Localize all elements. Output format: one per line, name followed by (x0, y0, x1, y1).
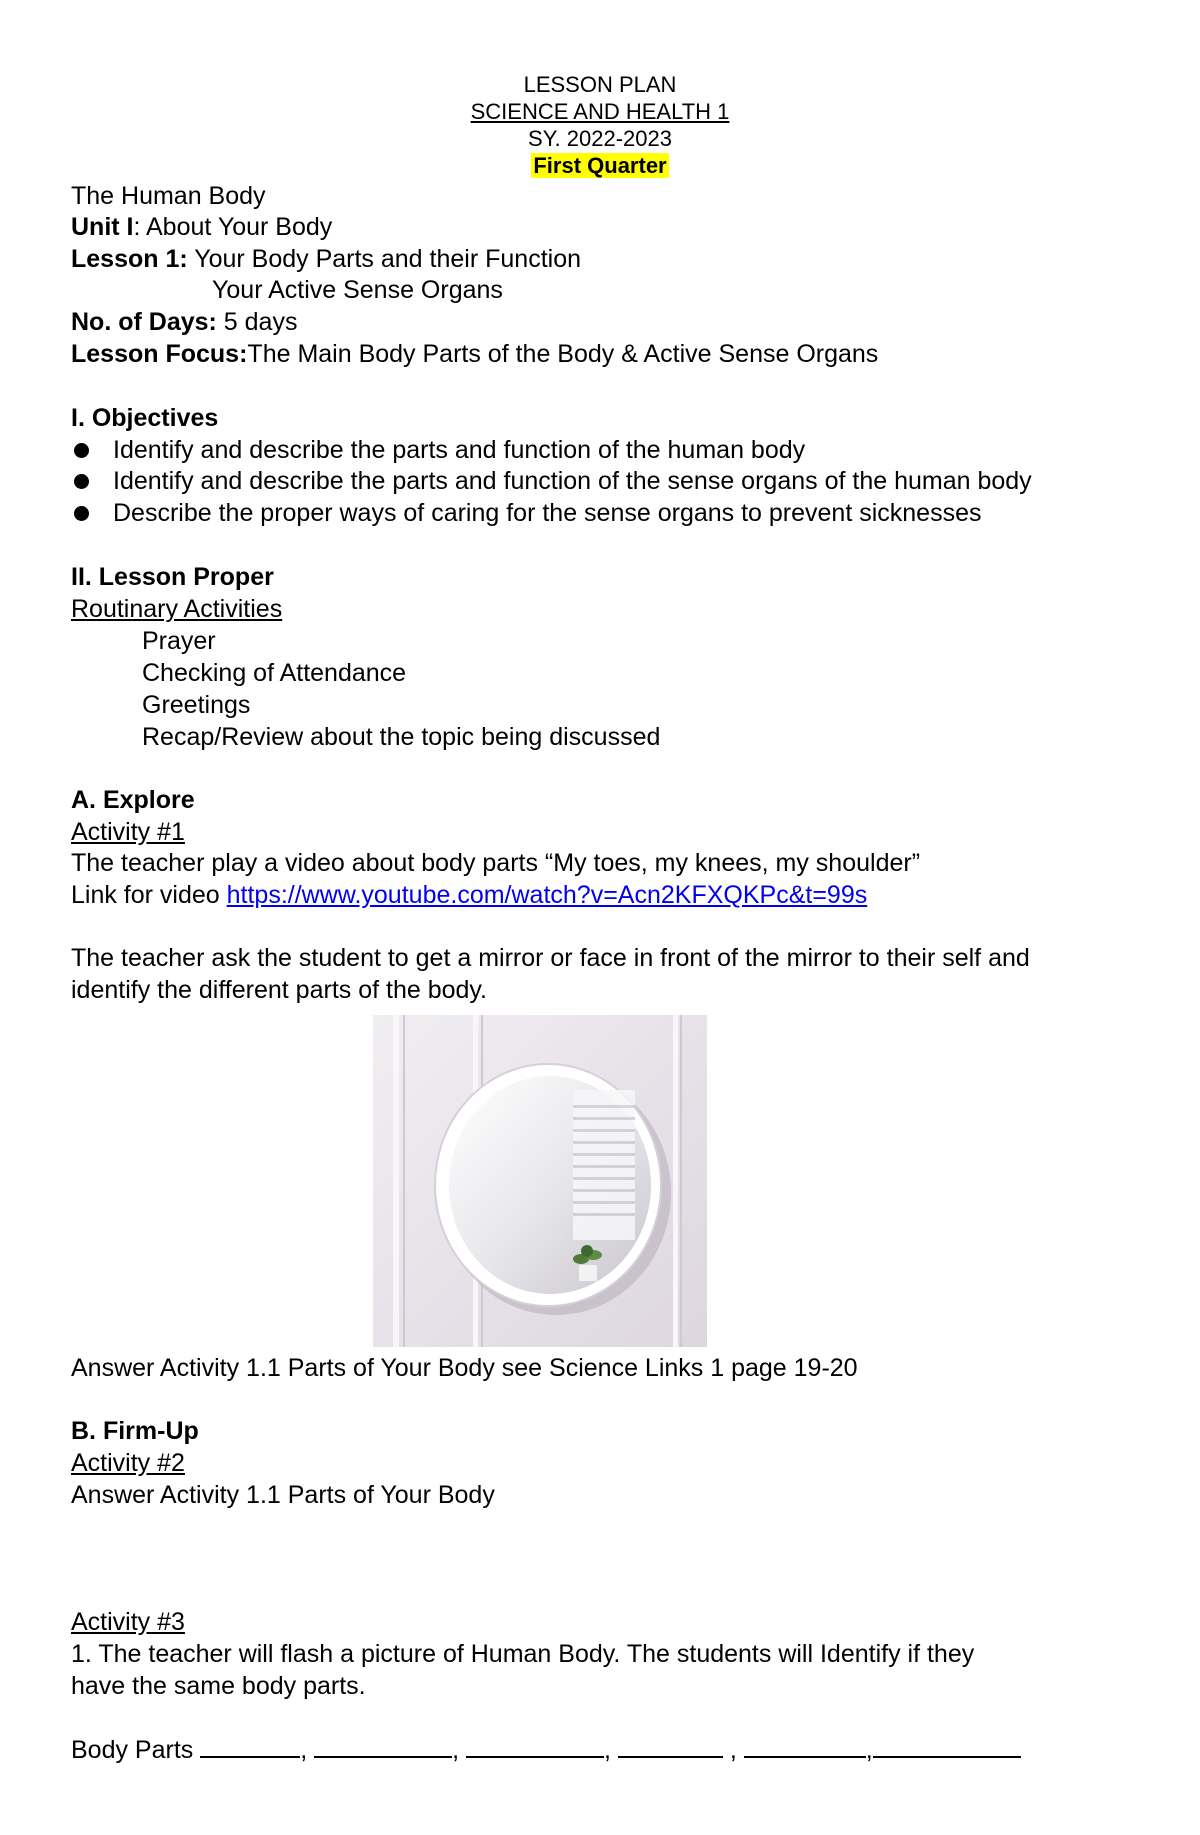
answer-blank[interactable] (744, 1734, 866, 1758)
lesson-label: Lesson 1: (71, 245, 188, 273)
days-label: No. of Days: (71, 308, 217, 336)
routine-item: Greetings (142, 691, 251, 719)
school-year: SY. 2022-2023 (528, 126, 672, 151)
focus-text: The Main Body Parts of the Body & Active Sense Organs (247, 340, 879, 368)
video-link[interactable]: https://www.youtube.com/watch?v=Acn2KFXQKPc&t=99s (226, 881, 868, 909)
answer-blank[interactable] (314, 1734, 452, 1758)
explore-heading: A. Explore (71, 786, 195, 814)
routinary-heading: Routinary Activities (71, 595, 283, 623)
topic: The Human Body (71, 182, 266, 210)
activity-3-heading: Activity #3 (71, 1608, 185, 1636)
video-link-line (71, 880, 867, 910)
unit-line (71, 212, 332, 242)
bullet-icon (74, 443, 89, 458)
mirror-instruction-2: identify the different parts of the body. (71, 976, 488, 1004)
lesson-proper-heading: II. Lesson Proper (71, 563, 274, 591)
lesson-line (71, 244, 581, 274)
mirror-instruction-1: The teacher ask the student to get a mirror or face in front of the mirror to their self and (71, 944, 1030, 972)
activity-3-text-2: have the same body parts. (71, 1672, 366, 1700)
objective-item: Identify and describe the parts and function of the sense organs of the human body (113, 467, 1032, 495)
activity-1-heading: Activity #1 (71, 818, 185, 846)
doc-title: LESSON PLAN (523, 72, 677, 97)
bullet-icon (74, 506, 89, 521)
focus-label: Lesson Focus: (71, 340, 248, 368)
doc-subject (0, 99, 1200, 125)
quarter-line (0, 153, 1200, 179)
activity-2-text: Answer Activity 1.1 Parts of Your Body (71, 1481, 495, 1509)
answer-blank[interactable] (200, 1734, 300, 1758)
lesson-text-2: Your Active Sense Organs (212, 276, 503, 304)
unit-text: : About Your Body (133, 213, 333, 241)
round-mirror-illustration (373, 1015, 707, 1347)
subject-text: SCIENCE AND HEALTH 1 (470, 99, 730, 124)
objective-item: Describe the proper ways of caring for the sense organs to prevent sicknesses (113, 499, 982, 527)
activity-1-text: The teacher play a video about body parts “My toes, my knees, my shoulder” (71, 849, 921, 877)
answer-blank[interactable] (618, 1734, 723, 1758)
routine-item: Checking of Attendance (142, 659, 407, 687)
bullet-icon (74, 474, 89, 489)
activity-3-text-1: 1. The teacher will flash a picture of Human Body. The students will Identify if they (71, 1640, 975, 1668)
routine-item: Prayer (142, 627, 216, 655)
video-link-label: Link for video (71, 881, 227, 909)
body-parts-label: Body Parts (71, 1736, 201, 1764)
answer-blank[interactable] (873, 1734, 1021, 1758)
unit-label: Unit I (71, 213, 134, 241)
objectives-heading: I. Objectives (71, 404, 219, 432)
activity-1-answer: Answer Activity 1.1 Parts of Your Body see Science Links 1 page 19-20 (71, 1354, 858, 1382)
days-text: 5 days (216, 308, 298, 336)
quarter-highlight: First Quarter (533, 153, 667, 178)
activity-2-heading: Activity #2 (71, 1449, 185, 1477)
firmup-heading: B. Firm-Up (71, 1417, 199, 1445)
routine-item: Recap/Review about the topic being discussed (142, 723, 661, 751)
mirror-image (373, 1015, 707, 1347)
focus-line (71, 339, 878, 369)
answer-blank[interactable] (466, 1734, 604, 1758)
lesson-text: Your Body Parts and their Function (187, 245, 582, 273)
objective-item: Identify and describe the parts and function of the human body (113, 436, 806, 464)
body-parts-line: Body Parts , , , , , (71, 1734, 1021, 1765)
days-line (71, 307, 297, 337)
